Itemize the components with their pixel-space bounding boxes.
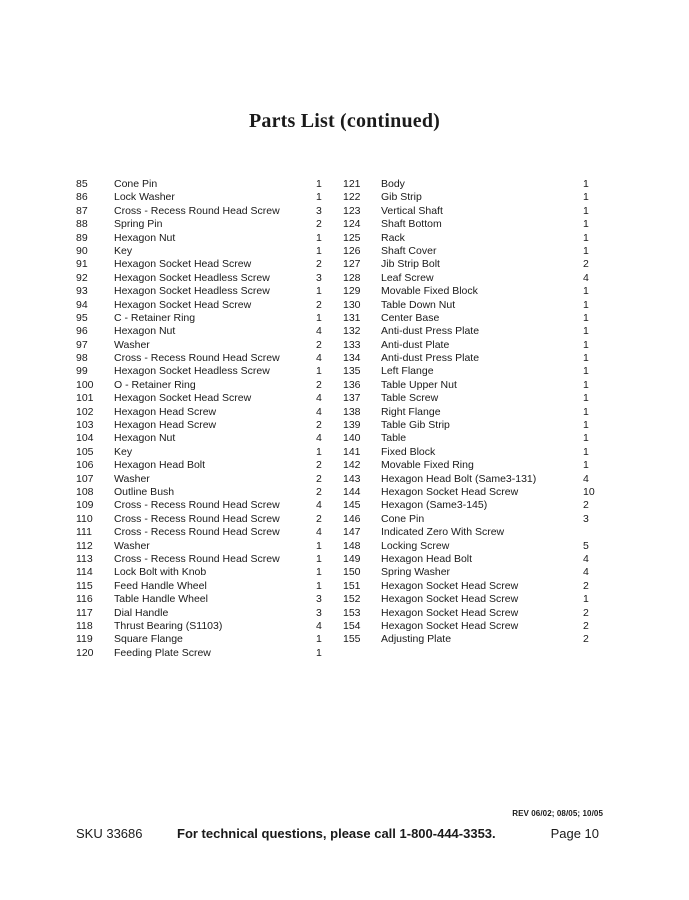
part-number: 86 xyxy=(76,191,88,204)
part-number: 90 xyxy=(76,244,88,257)
part-name: Hexagon Nut xyxy=(114,432,176,445)
part-quantity: 2 xyxy=(316,472,322,485)
parts-list-row xyxy=(343,205,598,218)
part-quantity: 1 xyxy=(583,432,589,445)
part-quantity: 1 xyxy=(583,244,589,257)
parts-list-row xyxy=(343,486,598,499)
part-name: Cone Pin xyxy=(114,178,158,190)
part-quantity: 2 xyxy=(316,378,322,391)
part-quantity: 5 xyxy=(583,539,589,552)
part-number: 133 xyxy=(343,338,361,351)
part-number: 114 xyxy=(76,566,93,579)
part-number: 142 xyxy=(343,459,361,472)
page-number: Page 10 xyxy=(550,826,599,841)
parts-list-row xyxy=(76,540,326,553)
part-quantity: 2 xyxy=(316,512,322,525)
parts-list-row xyxy=(76,339,326,352)
parts-list-row xyxy=(343,245,598,258)
part-quantity: 1 xyxy=(316,285,322,298)
part-quantity: 1 xyxy=(583,352,589,365)
part-number: 108 xyxy=(76,485,94,498)
part-number: 107 xyxy=(76,472,94,485)
part-name: Hexagon Socket Head Screw xyxy=(381,593,519,606)
parts-list-row xyxy=(76,245,326,258)
part-name: Table Down Nut xyxy=(381,298,456,311)
part-number: 121 xyxy=(343,178,361,190)
part-name: Cross - Recess Round Head Screw xyxy=(114,526,280,539)
parts-list-row xyxy=(343,325,598,338)
part-name: Movable Fixed Block xyxy=(381,285,478,298)
part-number: 152 xyxy=(343,593,361,606)
part-name: Table xyxy=(381,432,407,445)
parts-list-row xyxy=(76,178,326,191)
part-number: 117 xyxy=(76,606,93,619)
part-number: 122 xyxy=(343,191,361,204)
part-number: 129 xyxy=(343,285,361,298)
parts-list-row xyxy=(76,406,326,419)
parts-list-row xyxy=(76,285,326,298)
parts-list-row xyxy=(76,553,326,566)
part-quantity: 2 xyxy=(583,633,589,646)
part-name: Washer xyxy=(114,338,150,351)
parts-list-row xyxy=(343,553,598,566)
technical-questions-line: For technical questions, please call 1-800-444-3353. xyxy=(177,826,496,841)
part-name: Hexagon Socket Head Screw xyxy=(114,258,252,271)
part-name: C - Retainer Ring xyxy=(114,311,196,324)
part-name: Table Gib Strip xyxy=(381,419,450,432)
part-quantity: 4 xyxy=(583,271,589,284)
parts-list-row xyxy=(343,392,598,405)
part-number: 148 xyxy=(343,539,361,552)
part-number: 111 xyxy=(76,526,92,539)
part-name: Rack xyxy=(381,231,405,244)
part-quantity: 4 xyxy=(316,619,322,632)
part-quantity: 1 xyxy=(583,593,589,606)
parts-list-row xyxy=(343,620,598,633)
part-name: Leaf Screw xyxy=(381,271,434,284)
part-number: 110 xyxy=(76,512,93,525)
part-quantity: 4 xyxy=(583,566,589,579)
part-quantity: 1 xyxy=(583,405,589,418)
parts-list-row xyxy=(343,459,598,472)
part-name: Hexagon Socket Headless Screw xyxy=(114,365,270,378)
part-quantity: 2 xyxy=(316,485,322,498)
parts-list-row xyxy=(76,352,326,365)
parts-list-row xyxy=(76,432,326,445)
part-number: 155 xyxy=(343,633,361,646)
parts-list-row xyxy=(343,406,598,419)
part-quantity: 1 xyxy=(583,178,589,190)
part-quantity: 1 xyxy=(583,459,589,472)
parts-list-row xyxy=(76,365,326,378)
parts-list-row xyxy=(343,419,598,432)
part-number: 91 xyxy=(76,258,88,271)
part-name: Adjusting Plate xyxy=(381,633,452,646)
part-name: Spring Washer xyxy=(381,566,451,579)
parts-list-row xyxy=(76,486,326,499)
part-number: 134 xyxy=(343,352,361,365)
part-quantity: 1 xyxy=(316,178,322,190)
part-name: Hexagon Socket Head Screw xyxy=(114,392,252,405)
part-quantity: 2 xyxy=(583,579,589,592)
part-number: 138 xyxy=(343,405,361,418)
parts-list-row xyxy=(76,580,326,593)
part-quantity: 10 xyxy=(583,485,595,498)
part-number: 154 xyxy=(343,619,361,632)
part-quantity: 3 xyxy=(316,606,322,619)
part-quantity: 2 xyxy=(583,258,589,271)
part-quantity: 1 xyxy=(316,552,322,565)
part-quantity: 2 xyxy=(316,298,322,311)
part-name: Spring Pin xyxy=(114,218,163,231)
part-quantity: 2 xyxy=(316,419,322,432)
part-name: Cross - Recess Round Head Screw xyxy=(114,499,280,512)
parts-list-row xyxy=(76,446,326,459)
part-number: 113 xyxy=(76,552,93,565)
part-number: 101 xyxy=(76,392,94,405)
part-name: O - Retainer Ring xyxy=(114,378,196,391)
part-quantity: 1 xyxy=(316,365,322,378)
part-quantity: 3 xyxy=(316,204,322,217)
part-name: Right Flange xyxy=(381,405,441,418)
parts-list-row xyxy=(76,607,326,620)
part-name: Indicated Zero With Screw xyxy=(381,526,505,539)
parts-list-row xyxy=(343,499,598,512)
part-number: 144 xyxy=(343,485,361,498)
part-number: 126 xyxy=(343,244,361,257)
part-quantity: 1 xyxy=(316,539,322,552)
parts-list-row xyxy=(76,620,326,633)
part-name: Square Flange xyxy=(114,633,183,646)
parts-list-row xyxy=(343,299,598,312)
parts-list-row xyxy=(343,473,598,486)
part-number: 141 xyxy=(343,445,361,458)
part-name: Thrust Bearing (S1103) xyxy=(114,619,223,632)
parts-list-row xyxy=(343,365,598,378)
part-number: 109 xyxy=(76,499,94,512)
part-number: 112 xyxy=(76,539,93,552)
parts-list-row xyxy=(343,178,598,191)
part-name: Shaft Cover xyxy=(381,244,437,257)
parts-list-row xyxy=(76,272,326,285)
part-quantity: 2 xyxy=(583,499,589,512)
part-name: Hexagon Head Bolt xyxy=(114,459,206,472)
part-number: 85 xyxy=(76,178,88,190)
part-number: 143 xyxy=(343,472,361,485)
parts-list-row xyxy=(76,232,326,245)
part-quantity: 1 xyxy=(583,419,589,432)
part-name: Outline Bush xyxy=(114,485,175,498)
parts-list-row xyxy=(76,218,326,231)
part-name: Fixed Block xyxy=(381,445,436,458)
part-quantity: 1 xyxy=(316,191,322,204)
parts-list-row xyxy=(76,312,326,325)
parts-list-row xyxy=(343,633,598,646)
part-number: 131 xyxy=(343,311,361,324)
part-name: Shaft Bottom xyxy=(381,218,442,231)
part-quantity: 1 xyxy=(316,445,322,458)
part-number: 132 xyxy=(343,325,361,338)
part-name: Body xyxy=(381,178,405,190)
part-number: 151 xyxy=(343,579,361,592)
parts-list-row xyxy=(343,432,598,445)
part-name: Dial Handle xyxy=(114,606,169,619)
part-number: 87 xyxy=(76,204,88,217)
part-name: Hexagon Socket Head Screw xyxy=(381,619,519,632)
part-name: Washer xyxy=(114,539,150,552)
parts-list-row xyxy=(343,339,598,352)
part-quantity: 1 xyxy=(583,392,589,405)
part-quantity: 4 xyxy=(316,392,322,405)
parts-list-row xyxy=(343,580,598,593)
part-name: Hexagon Socket Head Screw xyxy=(381,606,519,619)
part-number: 130 xyxy=(343,298,361,311)
part-number: 95 xyxy=(76,311,88,324)
part-name: Anti-dust Plate xyxy=(381,338,450,351)
part-name: Hexagon Nut xyxy=(114,325,176,338)
part-quantity: 3 xyxy=(316,593,322,606)
part-name: Cross - Recess Round Head Screw xyxy=(114,552,280,565)
parts-list-left-column xyxy=(76,178,326,660)
part-quantity: 2 xyxy=(583,619,589,632)
part-quantity: 1 xyxy=(583,365,589,378)
parts-list-row xyxy=(343,272,598,285)
part-number: 99 xyxy=(76,365,88,378)
part-number: 147 xyxy=(343,526,361,539)
parts-list-row xyxy=(76,392,326,405)
part-number: 128 xyxy=(343,271,361,284)
part-name: Cross - Recess Round Head Screw xyxy=(114,512,280,525)
part-number: 105 xyxy=(76,445,94,458)
part-name: Key xyxy=(114,244,133,257)
part-quantity: 4 xyxy=(316,499,322,512)
parts-list-row xyxy=(76,647,326,660)
revision-note: REV 06/02; 08/05; 10/05 xyxy=(512,809,603,818)
parts-list-row xyxy=(343,513,598,526)
parts-list-row xyxy=(76,566,326,579)
part-quantity: 1 xyxy=(583,204,589,217)
part-number: 92 xyxy=(76,271,88,284)
part-number: 94 xyxy=(76,298,88,311)
parts-list-row xyxy=(76,191,326,204)
part-quantity: 4 xyxy=(316,352,322,365)
part-quantity: 1 xyxy=(583,338,589,351)
part-number: 150 xyxy=(343,566,361,579)
part-number: 115 xyxy=(76,579,93,592)
parts-list-right-column xyxy=(343,178,598,647)
part-quantity: 4 xyxy=(583,552,589,565)
part-quantity: 1 xyxy=(583,298,589,311)
part-number: 125 xyxy=(343,231,361,244)
part-name: Jib Strip Bolt xyxy=(381,258,440,271)
part-quantity: 1 xyxy=(316,633,322,646)
part-quantity: 1 xyxy=(583,445,589,458)
parts-list-row xyxy=(343,540,598,553)
part-number: 127 xyxy=(343,258,361,271)
parts-list-row xyxy=(343,232,598,245)
part-name: Feeding Plate Screw xyxy=(114,646,211,659)
part-name: Feed Handle Wheel xyxy=(114,579,207,592)
part-name: Locking Screw xyxy=(381,539,450,552)
parts-list-row xyxy=(76,459,326,472)
parts-list-row xyxy=(343,526,598,539)
part-name: Hexagon Socket Headless Screw xyxy=(114,271,270,284)
part-quantity: 1 xyxy=(583,378,589,391)
part-name: Hexagon Head Bolt (Same3-131) xyxy=(381,472,537,485)
part-number: 120 xyxy=(76,646,94,659)
part-name: Center Base xyxy=(381,311,440,324)
part-number: 88 xyxy=(76,218,88,231)
part-quantity: 4 xyxy=(316,325,322,338)
part-name: Anti-dust Press Plate xyxy=(381,325,480,338)
part-quantity: 2 xyxy=(316,218,322,231)
part-name: Hexagon Head Bolt xyxy=(381,552,473,565)
part-quantity: 1 xyxy=(316,646,322,659)
part-name: Cone Pin xyxy=(381,512,425,525)
part-name: Cross - Recess Round Head Screw xyxy=(114,204,280,217)
part-quantity: 1 xyxy=(316,231,322,244)
part-name: Hexagon Head Screw xyxy=(114,405,217,418)
parts-list-row xyxy=(343,607,598,620)
part-quantity: 1 xyxy=(316,579,322,592)
parts-list-row xyxy=(343,566,598,579)
part-number: 93 xyxy=(76,285,88,298)
part-number: 103 xyxy=(76,419,94,432)
part-quantity: 1 xyxy=(316,311,322,324)
part-number: 106 xyxy=(76,459,94,472)
parts-list-row xyxy=(343,352,598,365)
part-number: 145 xyxy=(343,499,361,512)
parts-list-row xyxy=(343,218,598,231)
part-quantity: 4 xyxy=(316,526,322,539)
part-quantity: 1 xyxy=(583,311,589,324)
part-name: Vertical Shaft xyxy=(381,204,443,217)
part-quantity: 4 xyxy=(316,405,322,418)
parts-list-row xyxy=(343,312,598,325)
part-name: Table Screw xyxy=(381,392,439,405)
parts-list-row xyxy=(343,191,598,204)
part-number: 119 xyxy=(76,633,93,646)
part-name: Movable Fixed Ring xyxy=(381,459,474,472)
part-number: 118 xyxy=(76,619,93,632)
part-name: Table Upper Nut xyxy=(381,378,457,391)
part-number: 139 xyxy=(343,419,361,432)
part-number: 98 xyxy=(76,352,88,365)
part-name: Lock Bolt with Knob xyxy=(114,566,207,579)
part-name: Cross - Recess Round Head Screw xyxy=(114,352,280,365)
parts-list-row xyxy=(76,258,326,271)
part-number: 124 xyxy=(343,218,361,231)
part-number: 89 xyxy=(76,231,88,244)
part-name: Hexagon (Same3-145) xyxy=(381,499,488,512)
part-name: Left Flange xyxy=(381,365,434,378)
parts-list-row xyxy=(343,258,598,271)
parts-list-row xyxy=(76,299,326,312)
part-name: Lock Washer xyxy=(114,191,175,204)
part-quantity: 1 xyxy=(583,191,589,204)
part-number: 102 xyxy=(76,405,94,418)
part-quantity: 3 xyxy=(316,271,322,284)
part-name: Hexagon Socket Head Screw xyxy=(381,579,519,592)
part-quantity: 4 xyxy=(583,472,589,485)
part-quantity: 1 xyxy=(316,244,322,257)
part-number: 149 xyxy=(343,552,361,565)
part-quantity: 3 xyxy=(583,512,589,525)
parts-list-row xyxy=(76,499,326,512)
part-name: Hexagon Socket Head Screw xyxy=(114,298,252,311)
part-name: Table Handle Wheel xyxy=(114,593,208,606)
part-number: 146 xyxy=(343,512,361,525)
part-quantity: 2 xyxy=(583,606,589,619)
part-name: Anti-dust Press Plate xyxy=(381,352,480,365)
part-name: Gib Strip xyxy=(381,191,422,204)
part-number: 153 xyxy=(343,606,361,619)
part-number: 140 xyxy=(343,432,361,445)
part-quantity: 4 xyxy=(316,432,322,445)
part-number: 135 xyxy=(343,365,361,378)
part-name: Hexagon Socket Head Screw xyxy=(381,485,519,498)
part-quantity: 2 xyxy=(316,258,322,271)
part-number: 104 xyxy=(76,432,94,445)
part-name: Washer xyxy=(114,472,150,485)
part-quantity: 1 xyxy=(583,231,589,244)
parts-list-row xyxy=(76,526,326,539)
part-name: Hexagon Socket Headless Screw xyxy=(114,285,270,298)
parts-list-row xyxy=(343,285,598,298)
parts-list-row xyxy=(76,593,326,606)
parts-list-row xyxy=(343,379,598,392)
part-quantity: 1 xyxy=(583,285,589,298)
parts-list-row xyxy=(76,633,326,646)
part-quantity: 2 xyxy=(316,338,322,351)
part-number: 137 xyxy=(343,392,361,405)
part-number: 97 xyxy=(76,338,88,351)
parts-list-row xyxy=(343,446,598,459)
parts-list-row xyxy=(76,473,326,486)
parts-list-row xyxy=(76,205,326,218)
parts-list-row xyxy=(76,419,326,432)
page-title: Parts List (continued) xyxy=(248,110,441,132)
parts-list-row xyxy=(76,513,326,526)
part-number: 100 xyxy=(76,378,94,391)
parts-list-row xyxy=(76,325,326,338)
part-quantity: 2 xyxy=(316,459,322,472)
part-name: Key xyxy=(114,445,133,458)
sku-number: SKU 33686 xyxy=(76,826,143,841)
part-number: 123 xyxy=(343,204,361,217)
parts-list-row xyxy=(343,593,598,606)
part-name: Hexagon Nut xyxy=(114,231,176,244)
part-number: 116 xyxy=(76,593,93,606)
part-quantity: 1 xyxy=(316,566,322,579)
parts-list-row xyxy=(76,379,326,392)
part-name: Hexagon Head Screw xyxy=(114,419,217,432)
part-number: 136 xyxy=(343,378,361,391)
part-quantity: 1 xyxy=(583,325,589,338)
part-quantity: 1 xyxy=(583,218,589,231)
part-number: 96 xyxy=(76,325,88,338)
